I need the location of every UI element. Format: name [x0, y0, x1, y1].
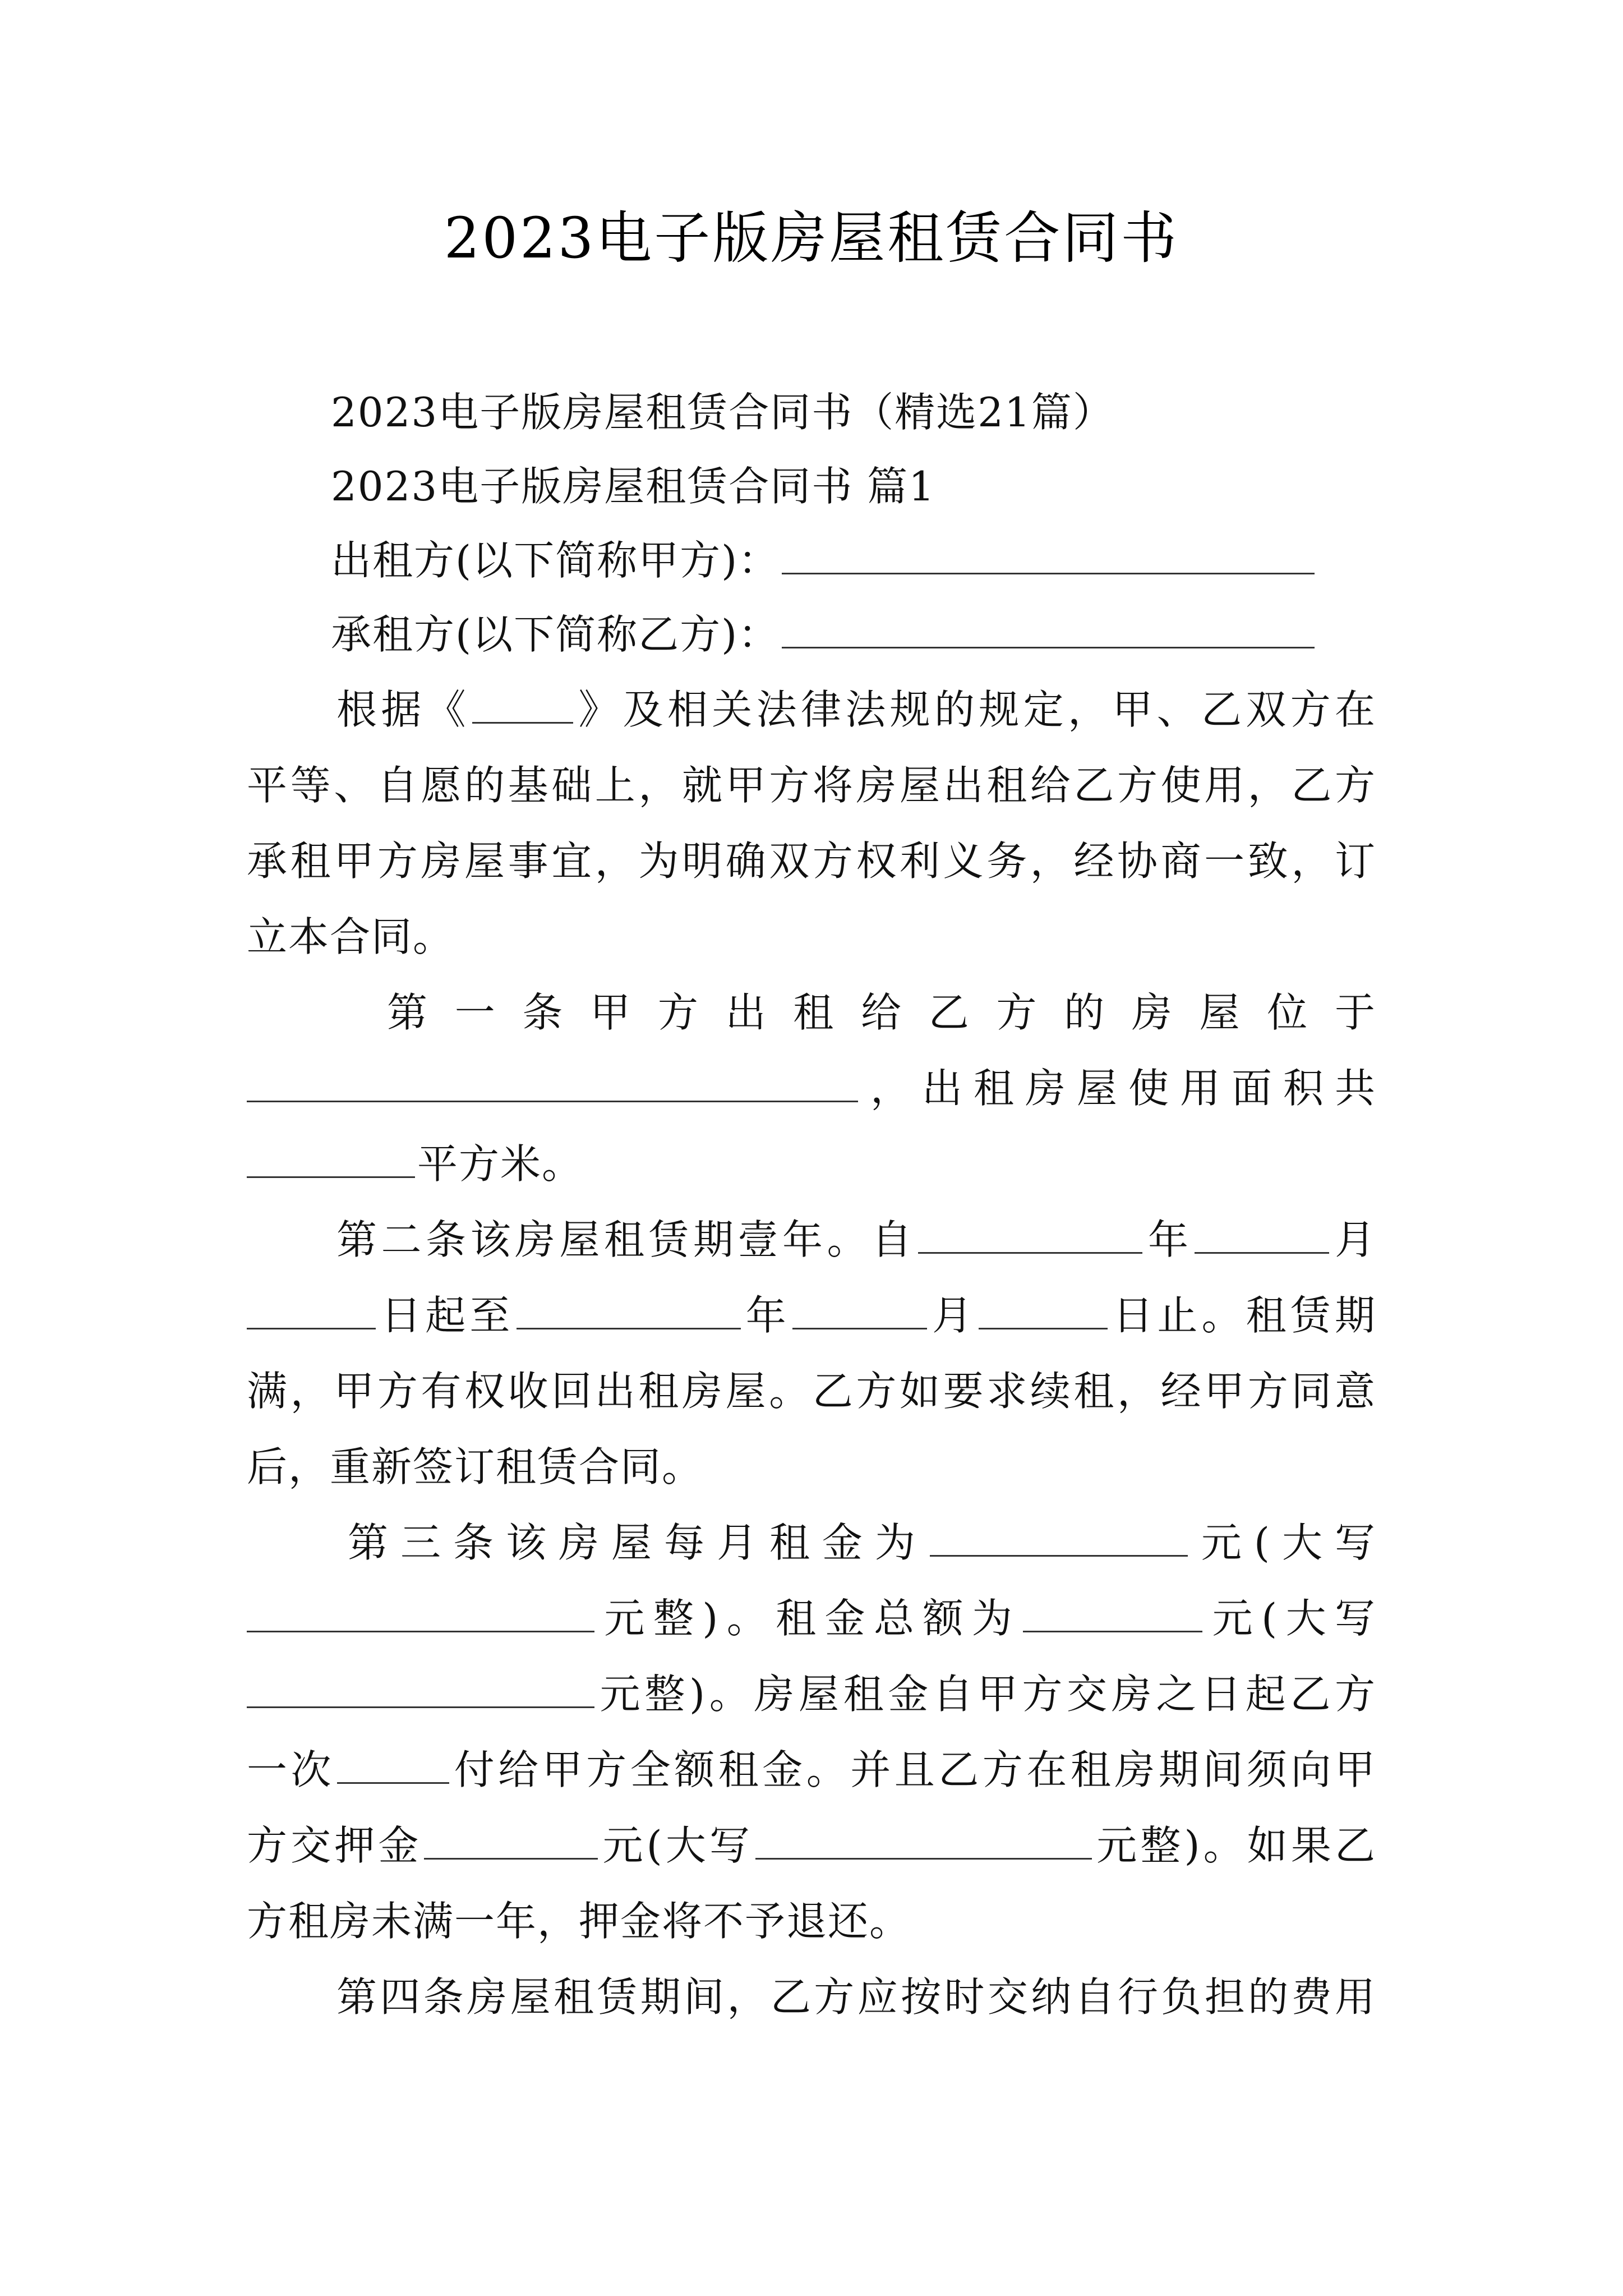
- article-2-line: [247, 1360, 1376, 1422]
- total-rent-blank[interactable]: [1023, 1591, 1202, 1632]
- paragraph-text: 平等、自愿的基础上，就甲方将房屋出租给乙方使用，乙方: [247, 762, 1376, 809]
- article-3-text: 元整)。如果乙: [1094, 1822, 1376, 1869]
- lessee-line: [331, 604, 1396, 665]
- paragraph-line: [247, 754, 1376, 816]
- paragraph-text: 承租甲方房屋事宜，为明确双方权利义务，经协商一致，订: [247, 838, 1376, 885]
- payment-method-blank[interactable]: [337, 1743, 449, 1784]
- section-heading-text: 2023电子版房屋租赁合同书 篇1: [331, 463, 935, 510]
- article-1-line: [247, 1057, 1376, 1119]
- lessor-blank[interactable]: [782, 533, 1315, 574]
- article-1-text: 第 一 条 甲 方 出 租 给 乙 方 的 房 屋 位 于: [387, 989, 1376, 1036]
- article-2-text: 年: [743, 1292, 790, 1339]
- paragraph-line: [247, 830, 1376, 892]
- end-month-blank[interactable]: [792, 1289, 927, 1329]
- start-year-blank[interactable]: [918, 1213, 1142, 1254]
- article-3-line: [247, 1890, 1376, 1952]
- deposit-words-blank[interactable]: [755, 1819, 1092, 1860]
- start-month-blank[interactable]: [1195, 1213, 1329, 1254]
- article-3-text: 方租房未满一年，押金将不予退还。: [247, 1898, 911, 1945]
- area-blank[interactable]: [247, 1137, 415, 1178]
- end-year-blank[interactable]: [517, 1289, 741, 1329]
- monthly-rent-blank[interactable]: [930, 1516, 1188, 1557]
- article-1-line: [247, 982, 1376, 1043]
- law-name-blank[interactable]: [472, 683, 573, 724]
- article-2-text: 日止。租赁期: [1110, 1292, 1376, 1339]
- article-2-text: 第二条该房屋租赁期壹年。自: [336, 1216, 916, 1263]
- article-3-text: 一次: [247, 1746, 335, 1793]
- document-title: 2023电子版房屋租赁合同书: [444, 205, 1179, 271]
- article-2-line: [247, 1285, 1376, 1346]
- paragraph-line: [247, 679, 1376, 740]
- article-2-text: 月: [929, 1292, 977, 1339]
- section-heading: [331, 455, 1396, 517]
- lessor-line: [331, 530, 1396, 591]
- article-3-text: 元整)。租金总额为: [597, 1595, 1021, 1642]
- article-1-text: ，出租房屋使用面积共: [860, 1065, 1376, 1112]
- article-4-text: 第四条房屋租赁期间，乙方应按时交纳自行负担的费用: [336, 1973, 1376, 2021]
- article-3-text: 元(大写: [1205, 1595, 1377, 1642]
- total-rent-words-blank[interactable]: [247, 1667, 594, 1708]
- article-2-text: 后，重新签订租赁合同。: [247, 1443, 704, 1490]
- deposit-blank[interactable]: [424, 1819, 598, 1860]
- lessee-label: 承租方(以下简称乙方)：: [331, 611, 780, 658]
- subtitle-text: 2023电子版房屋租赁合同书（精选21篇）: [331, 389, 1114, 436]
- article-2-text: 年: [1145, 1216, 1193, 1263]
- paragraph-text: 》及相关法律法规的规定，甲、乙双方在: [575, 686, 1376, 733]
- article-3-text: 方交押金: [247, 1822, 422, 1869]
- monthly-rent-words-blank[interactable]: [247, 1591, 594, 1632]
- article-2-text: 月: [1331, 1216, 1376, 1263]
- article-3-text: 元(大写: [1189, 1519, 1376, 1566]
- article-2-text: 满，甲方有权收回出租房屋。乙方如要求续租，经甲方同意: [247, 1368, 1376, 1415]
- article-3-line: [247, 1739, 1376, 1801]
- end-day-blank[interactable]: [979, 1289, 1108, 1329]
- lessee-blank[interactable]: [782, 608, 1315, 648]
- paragraph-text: 立本合同。: [247, 913, 455, 960]
- article-2-line: [247, 1209, 1376, 1271]
- article-2-line: [247, 1436, 1376, 1498]
- article-3-line: [247, 1663, 1376, 1725]
- article-3-text: 元整)。房屋租金自甲方交房之日起乙方: [597, 1671, 1376, 1718]
- start-day-blank[interactable]: [247, 1289, 376, 1329]
- article-3-line: [247, 1512, 1376, 1573]
- article-3-line: [247, 1815, 1376, 1876]
- article-3-text: 第三条该房屋每月租金为: [348, 1519, 928, 1566]
- lessor-label: 出租方(以下简称甲方)：: [331, 537, 780, 584]
- paragraph-line: [247, 906, 1376, 968]
- house-location-blank[interactable]: [247, 1061, 858, 1102]
- subtitle-line: [331, 381, 1396, 443]
- article-4-line: [247, 1966, 1376, 2028]
- article-2-text: 日起至: [378, 1292, 514, 1339]
- article-1-line: [247, 1133, 1376, 1195]
- article-3-line: [247, 1588, 1376, 1649]
- article-3-text: 付给甲方全额租金。并且乙方在租房期间须向甲: [451, 1746, 1376, 1793]
- article-3-text: 元(大写: [600, 1822, 754, 1869]
- article-1-text: 平方米。: [417, 1140, 584, 1188]
- paragraph-text: 根据《: [336, 686, 470, 733]
